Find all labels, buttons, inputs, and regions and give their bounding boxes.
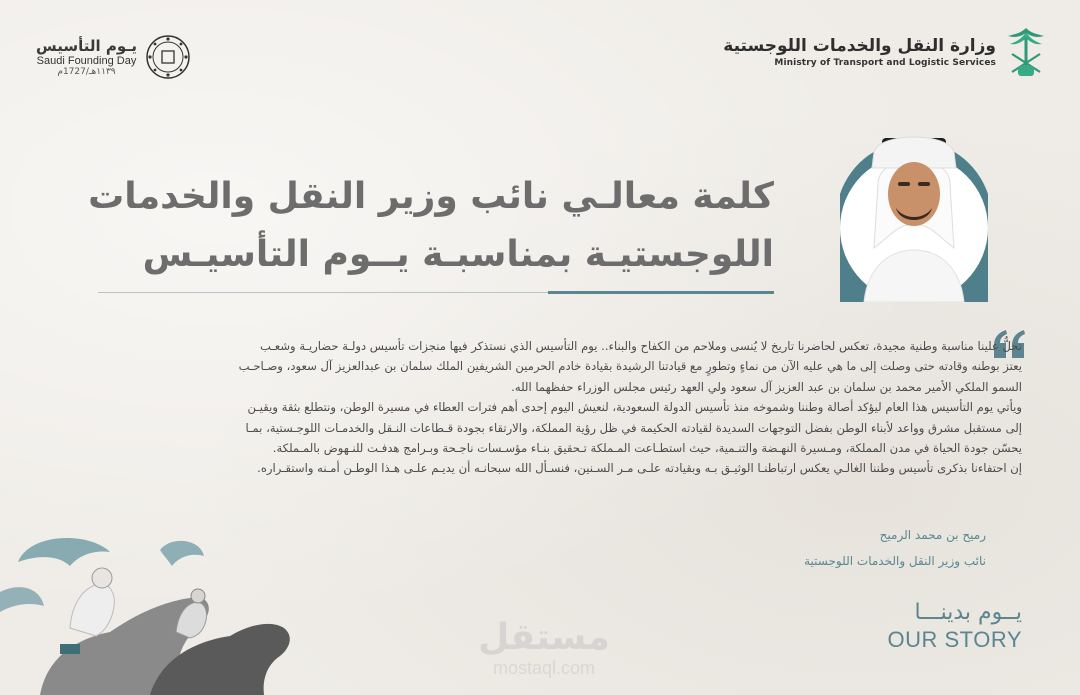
signature-role: نائب وزير النقل والخدمات اللوجستية bbox=[804, 554, 986, 568]
founding-day-logo bbox=[36, 34, 191, 80]
horse-riders-illustration bbox=[0, 532, 310, 695]
palm-swords-emblem-icon bbox=[1006, 24, 1046, 80]
speech-body bbox=[60, 336, 1022, 479]
title-line-1: كلمة معالـي نائب وزير النقل والخدمات bbox=[88, 176, 774, 217]
our-story-ar: يــوم بدينـــا bbox=[914, 600, 1022, 625]
watermark-ar: مستقل bbox=[478, 617, 610, 658]
body-line: السمو الملكي الأمير محمد بن سلمان بن عبد العزيز آل سعود ولي العهد رئيس مجلس الوزراء حفظهما الله. bbox=[511, 379, 1022, 394]
our-story-label bbox=[888, 600, 1023, 653]
speaker-portrait bbox=[834, 124, 992, 302]
founding-day-years: ١١٣٩هـ/1727م bbox=[57, 67, 116, 77]
founding-day-name-ar: يـوم التأسيس bbox=[36, 37, 137, 55]
founding-day-seal-icon bbox=[145, 34, 191, 80]
title-line-2: اللوجستيـة بمناسبـة يــوم التأسيـس bbox=[142, 234, 774, 275]
signature-name: رميح بن محمد الرميح bbox=[879, 528, 986, 542]
body-line: يحسّن جودة الحياة في مدن المملكة، ومـسيرة النهـضة والتنـمية، حيث استطـاعت المـملكة تـحقيق بنـاء مؤسـسات ناجـحة وبـرامج هدفـت للنـهوض بالمـملكة. bbox=[272, 441, 1022, 456]
page-title bbox=[88, 168, 774, 284]
body-line: إلى مستقبل مشرق وواعد لأبناء الوطن بفضل التوجهات السديدة لقيادته الحكيمة في ظل رؤية المملكة، والارتقاء بجودة قـطاعات النـقل والخدمـات اللوجـستية، بمـا bbox=[245, 420, 1022, 435]
body-line: ويأتي يوم التأسيس هذا العام ليؤكد أصالة وطننا وشموخه منذ تأسيس الدولة السعودية، لنعيش اليوم إحدى أهم فترات العطاء في مسيرة الوطن، ونتطلع بثقة ويقيـن bbox=[247, 400, 1022, 415]
title-divider-accent bbox=[548, 291, 774, 294]
body-line: إن احتفاءنا بذكرى تأسيس وطننا الغالـي يعكس ارتباطنـا الوثيـق بـه وبقيادته علـى مـر السـنين، فنسـأل الله سبحانـه أن يديـم علـى هـذا الوطـن أمـنه واستقـراره. bbox=[257, 461, 1022, 476]
ministry-name-ar: وزارة النقل والخدمات اللوجستية bbox=[723, 36, 996, 56]
signature-block bbox=[804, 524, 986, 572]
founding-day-name-en: Saudi Founding Day bbox=[36, 55, 137, 67]
ministry-logo bbox=[723, 22, 1046, 82]
watermark-en: mostaql.com bbox=[492, 658, 596, 678]
our-story-en: OUR STORY bbox=[887, 627, 1022, 652]
watermark bbox=[474, 618, 614, 678]
body-line: تحلُّ علينا مناسبة وطنية مجيدة، تعكس لحاضرنا تاريخ لا يُنسى وملاحم من الكفاح والبناء.. يوم التأسيس الذي نستذكر فيها منجزات تأسيس دولـة حضاريـة وشعـب bbox=[259, 339, 1022, 353]
body-line: يعتز بوطنه وقادته حتى وصلت إلى ما هي عليه الآن من نماءٍ وتطورٍ مع قيادتنا الرشيدة بقيادة خادم الحرمين الشريفين الملك سلمان بن عبدالعزيز آل سعود، وصـاحـب bbox=[238, 359, 1022, 374]
ministry-name-en: Ministry of Transport and Logistic Services bbox=[774, 58, 996, 68]
